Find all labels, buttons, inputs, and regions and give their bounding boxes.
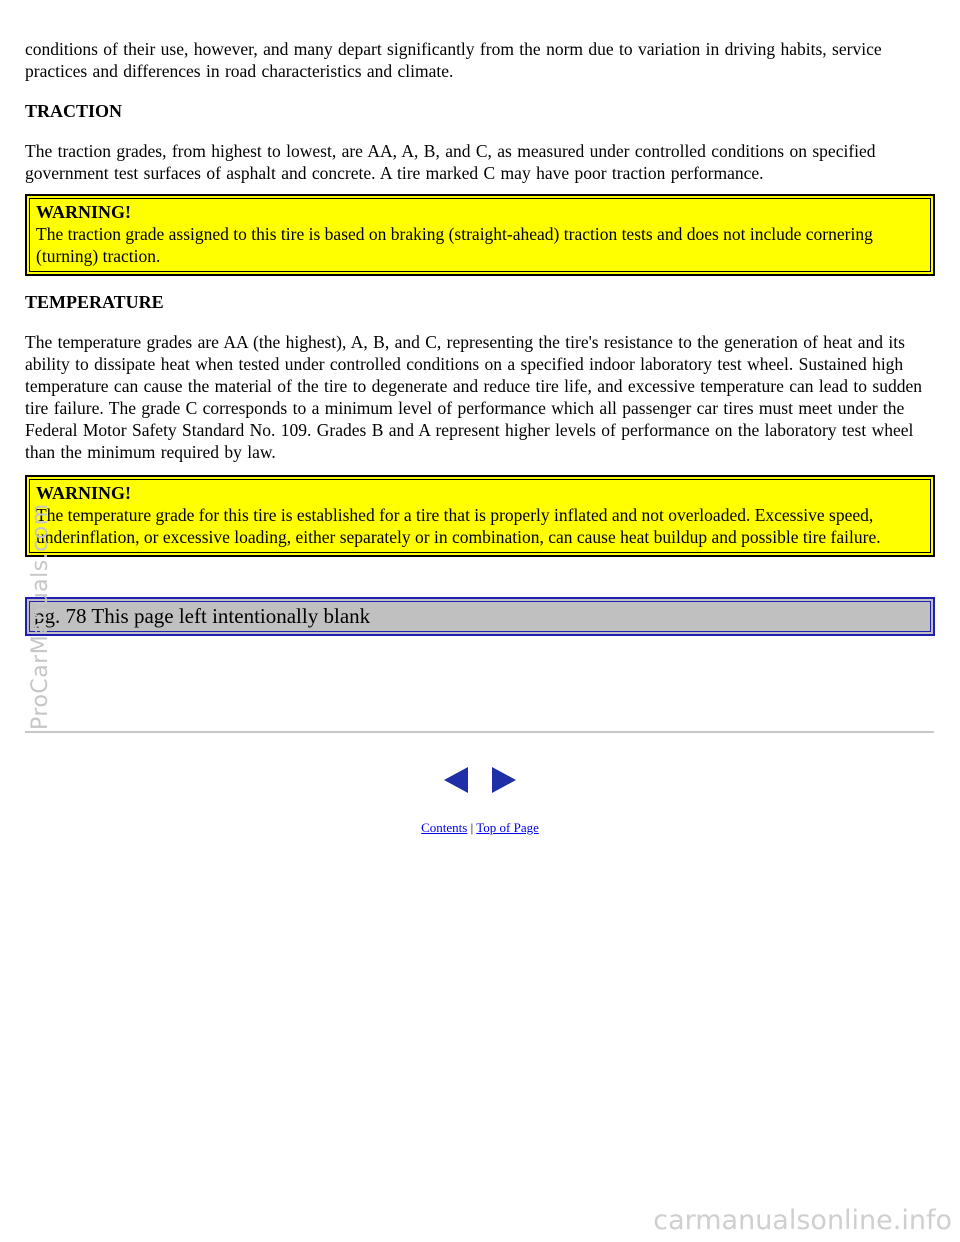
- traction-warning-box: [25, 194, 935, 276]
- traction-warning-text: The traction grade assigned to this tire is based on braking (straight-ahead) traction tests and does not include cornering (turning) traction.: [36, 224, 873, 266]
- site-watermark: carmanualsonline.info: [653, 1205, 952, 1236]
- temperature-warning-title: WARNING!: [36, 483, 132, 503]
- document-content: [25, 38, 935, 636]
- temperature-warning-box: [25, 475, 935, 557]
- top-of-page-link[interactable]: Top of Page: [476, 820, 539, 835]
- traction-heading: TRACTION: [25, 101, 123, 121]
- triangle-left-icon[interactable]: [442, 766, 470, 794]
- traction-paragraph: The traction grades, from highest to lowest, are AA, A, B, and C, as measured under controlled conditions on specified government test surfaces of asphalt and concrete. A tire marked C may have poor traction performance.: [25, 141, 876, 183]
- page-navigation: [442, 766, 518, 794]
- side-watermark: ProCarManuals.com: [28, 503, 53, 730]
- triangle-right-icon[interactable]: [490, 766, 518, 794]
- link-separator: |: [470, 820, 474, 835]
- temperature-warning-inner: [29, 479, 931, 553]
- contents-link[interactable]: Contents: [421, 820, 468, 835]
- traction-warning-title: WARNING!: [36, 202, 132, 222]
- traction-warning-inner: [29, 198, 931, 272]
- intro-paragraph: conditions of their use, however, and many depart significantly from the norm due to variation in driving habits, service practices and differences in road characteristics and climate.: [25, 39, 882, 81]
- blank-page-box: [25, 597, 935, 636]
- blank-page-note: pg. 78 This page left intentionally blank: [29, 601, 931, 632]
- temperature-paragraph: The temperature grades are AA (the highest), A, B, and C, representing the tire's resistance to the generation of heat and its ability to dissipate heat when tested under controlled conditions on a specified indoor laboratory test wheel. Sustained high temperature can cause the material of the tire to degenerate and reduce tire life, and excessive temperature can lead to sudden tire failure. The grade C corresponds to a minimum level of performance which all passenger car tires must meet under the Federal Motor Safety Standard No. 109. Grades B and A represent higher levels of performance on the laboratory test wheel than the minimum required by law.: [25, 332, 922, 462]
- temperature-heading: TEMPERATURE: [25, 292, 164, 312]
- footer-links: [0, 820, 960, 836]
- temperature-warning-text: The temperature grade for this tire is established for a tire that is properly inflated and not overloaded. Excessive speed, underinflation, or excessive loading, either separately or in combination, can cause heat buildup and possible tire failure.: [36, 505, 881, 547]
- horizontal-divider: [25, 731, 934, 733]
